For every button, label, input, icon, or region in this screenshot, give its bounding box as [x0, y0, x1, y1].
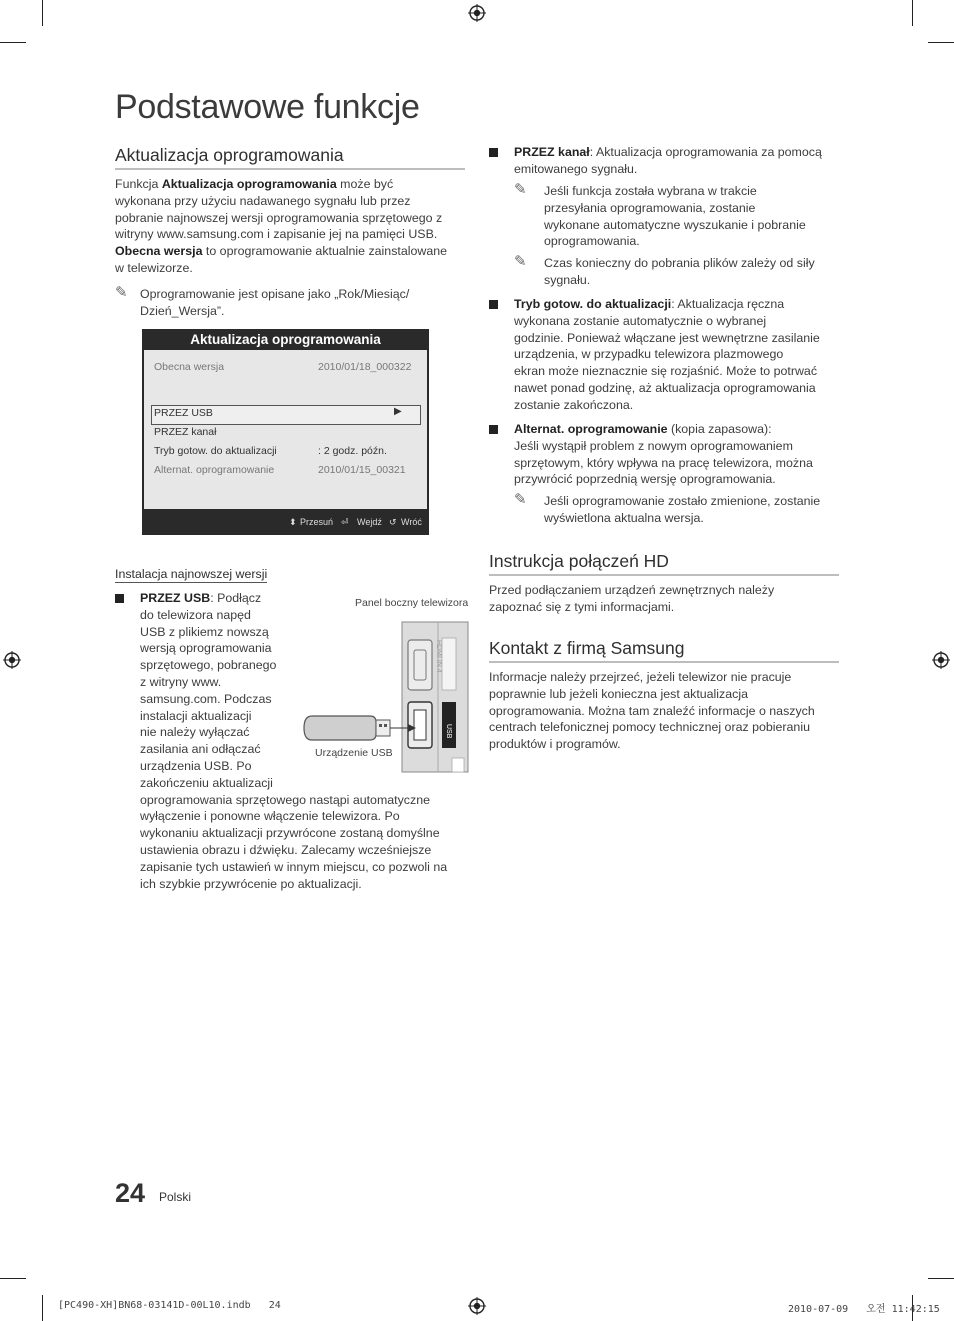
section-heading-contact: Kontakt z firmą Samsung: [489, 638, 839, 663]
registration-mark-icon: [468, 1297, 486, 1315]
fig-usb-label: USB: [445, 724, 452, 739]
alt-note: [544, 493, 844, 527]
standby-bold: Tryb gotow. do aktualizacji: [514, 297, 672, 311]
osd-body: [144, 350, 427, 535]
intro-line: wykonana przy użyciu nadawanego sygnału lub przez: [115, 193, 411, 208]
intro-text: Funkcja: [115, 177, 162, 191]
square-bullet-icon: [489, 425, 498, 434]
square-bullet-icon: [489, 300, 498, 309]
crop-mark: [0, 42, 26, 43]
pencil-note-icon: ✎: [115, 284, 128, 301]
usb-line: wyłączenie i ponowne włączenie telewizora. Po: [140, 809, 400, 824]
file-info: [PC490-XH]BN68-03141D-00L10.indb 24: [58, 1300, 281, 1311]
usb-line: ustawienia obrazu i dźwięku. Zalecamy wcześniejsze: [140, 842, 432, 857]
osd-foot-return: Wróć: [401, 517, 422, 527]
chevron-right-icon: ▶: [394, 406, 402, 417]
standby-line: godzinie. Ponieważ włączane jest wewnętrzne zasilanie: [514, 330, 820, 345]
usb-text: : Podłącz: [210, 591, 262, 605]
registration-mark-icon: [3, 651, 21, 669]
note-line: sygnału.: [544, 272, 591, 287]
channel-paragraph: [514, 144, 844, 178]
usb-line: sprzętowego, pobranego: [140, 658, 277, 673]
note-line: wykonane automatyczne wyszukanie i pobranie: [544, 217, 806, 232]
registration-mark-icon: [468, 4, 486, 22]
usb-line: samsung.com. Podczas: [140, 691, 272, 706]
fig-panel-label: Panel boczny telewizora: [355, 597, 469, 609]
alt-paragraph: [514, 421, 844, 488]
standby-paragraph: [514, 296, 844, 414]
note-line: Oprogramowanie jest opisane jako „Rok/Miesiąc/: [140, 287, 410, 301]
standby-line: urządzenia, w przypadku telewizora plazmowego: [514, 347, 784, 362]
install-heading: Instalacja najnowszej wersji: [115, 567, 268, 581]
return-icon: ↺: [389, 517, 397, 527]
usb-line: zapisanie tych ustawień w innym miejscu, co pozwoli na: [140, 859, 448, 874]
standby-line: ekran może nieznacznie się rozjaśnić. Może to potrwać: [514, 364, 818, 379]
contact-line: poprawnie lub jeżeli konieczna jest aktualizacja: [489, 686, 748, 701]
channel-bold: PRZEZ kanał: [514, 145, 590, 159]
crop-mark: [928, 1278, 954, 1279]
standby-line: zostanie zakończona.: [514, 397, 634, 412]
note-line: Jeśli funkcja została wybrana w trakcie: [544, 184, 757, 198]
page-language: Polski: [159, 1190, 192, 1204]
current-version-bold: Obecna wersja: [115, 244, 203, 259]
osd-current-value: 2010/01/18_000322: [318, 361, 412, 373]
usb-bold: PRZEZ USB: [140, 591, 211, 605]
standby-line: nawet ponad godzinę, aż aktualizacja oprogramowania: [514, 380, 816, 395]
osd-menu: [142, 329, 429, 535]
osd-title: Aktualizacja oprogramowania: [190, 332, 381, 347]
alt-line: sprzętowym, który wpływa na pracę telewizora, można: [514, 455, 813, 470]
osd-item-alt[interactable]: Alternat. oprogramowanie: [154, 464, 275, 476]
usb-line: urządzenia USB. Po: [140, 758, 252, 773]
square-bullet-icon: [489, 148, 498, 157]
move-arrows-icon: ⬍: [289, 517, 297, 527]
print-timestamp: 2010-07-09 오전 11:42:15: [788, 1304, 940, 1315]
alt-line: Jeśli wystąpił problem z nowym oprogramowaniem: [514, 438, 793, 453]
intro-text: może być: [336, 177, 394, 191]
note-line: przesyłania oprogramowania, zostanie: [544, 200, 756, 215]
alt-bold: Alternat. oprogramowanie: [514, 422, 668, 436]
hd-line: Przed podłączaniem urządzeń zewnętrznych należy: [489, 583, 775, 597]
usb-line: z witryny www.: [140, 674, 222, 689]
standby-text: : Aktualizacja ręczna: [671, 297, 785, 311]
osd-foot-enter: Wejdź: [357, 517, 382, 527]
note-line: Jeśli oprogramowanie zostało zmienione, zostanie: [544, 494, 821, 508]
note-line: Czas konieczny do pobrania plików zależy od siły: [544, 256, 815, 270]
osd-item-alt-value: 2010/01/15_00321: [318, 464, 406, 476]
section-heading-software-update: Aktualizacja oprogramowania: [115, 145, 465, 170]
usb-line: wykonaniu aktualizacji przywrócone zostaną domyślne: [140, 826, 440, 841]
osd-item-standby[interactable]: Tryb gotow. do aktualizacji: [154, 445, 277, 457]
channel-text: : Aktualizacja oprogramowania za pomocą: [589, 145, 822, 159]
note-line: Dzień_Wersja”.: [140, 303, 225, 318]
pencil-note-icon: ✎: [514, 253, 527, 270]
osd-item-usb-label: PRZEZ USB: [154, 407, 213, 419]
fig-device-label: Urządzenie USB: [315, 747, 393, 759]
intro-bold: Aktualizacja oprogramowania: [161, 177, 337, 191]
contact-line: produktów i programów.: [489, 737, 621, 752]
channel-line: emitowanego sygnału.: [514, 161, 638, 176]
crop-mark: [912, 0, 913, 26]
usb-line: zasilania ani odłączać: [140, 742, 261, 757]
usb-line: oprogramowania sprzętowego nastąpi automatyczne: [140, 792, 430, 807]
note-line: wyświetlona aktualna wersja.: [544, 510, 704, 525]
intro-line: w telewizorze.: [115, 260, 193, 275]
hd-line: zapoznać się z tymi informacjami.: [489, 599, 675, 614]
channel-note-2: [544, 255, 844, 289]
usb-line: ich szybkie przywrócenie po aktualizacji.: [140, 876, 362, 891]
section-heading-hd: Instrukcja połączeń HD: [489, 551, 839, 576]
intro-line: pobranie najnowszej wersji oprogramowania sprzętowego z: [115, 210, 443, 225]
channel-note-1: [544, 183, 844, 250]
osd-item-standby-value: : 2 godz. późn.: [318, 445, 387, 457]
alt-line: przywrócić poprzednią wersję oprogramowania.: [514, 472, 776, 487]
osd-current-label: Obecna wersja: [154, 361, 225, 373]
osd-footer: [142, 509, 429, 535]
osd-foot-move: Przesuń: [300, 517, 334, 527]
contact-line: centrach telefonicznej pomocy technicznej oraz pobieraniu: [489, 720, 810, 735]
pencil-note-icon: ✎: [514, 491, 527, 508]
osd-item-channel[interactable]: PRZEZ kanał: [154, 426, 217, 438]
usb-line: do telewizora napęd: [140, 607, 251, 622]
hd-paragraph: [489, 582, 839, 616]
note-format: [140, 286, 470, 320]
pencil-note-icon: ✎: [514, 181, 527, 198]
square-bullet-icon: [115, 594, 124, 603]
crop-mark: [42, 0, 43, 26]
usb-line: zakończeniu aktualizacji: [140, 775, 273, 790]
usb-line: instalacji aktualizacji: [140, 708, 252, 723]
crop-mark: [42, 1295, 43, 1321]
crop-mark: [928, 42, 954, 43]
intro-text: to oprogramowanie aktualnie zainstalowane: [202, 244, 447, 259]
intro-paragraph: [115, 176, 465, 277]
contact-line: oprogramowania. Można tam znaleźć informacje o naszych: [489, 703, 815, 718]
usb-line: nie należy wyłączać: [140, 725, 250, 740]
alt-text: (kopia zapasowa):: [667, 422, 772, 436]
crop-mark: [0, 1278, 26, 1279]
page-number: 24: [115, 1178, 146, 1208]
usb-line: wersją oprogramowania: [140, 641, 272, 656]
contact-paragraph: [489, 669, 839, 753]
enter-icon: ⏎: [341, 517, 349, 527]
note-line: oprogramowania.: [544, 234, 640, 249]
registration-mark-icon: [932, 651, 950, 669]
standby-line: wykonana zostanie automatycznie o wybranej: [514, 313, 767, 328]
fig-hdmi-label: HDMI IN 4: [435, 640, 442, 673]
contact-line: Informacje należy przejrzeć, jeżeli telewizor nie pracuje: [489, 670, 792, 684]
usb-line: USB z plikiemz nowszą: [140, 624, 269, 639]
page-title: Podstawowe funkcje: [115, 88, 420, 126]
intro-line: witryny www.samsung.com i zapisanie jej na pamięci USB.: [115, 227, 438, 242]
